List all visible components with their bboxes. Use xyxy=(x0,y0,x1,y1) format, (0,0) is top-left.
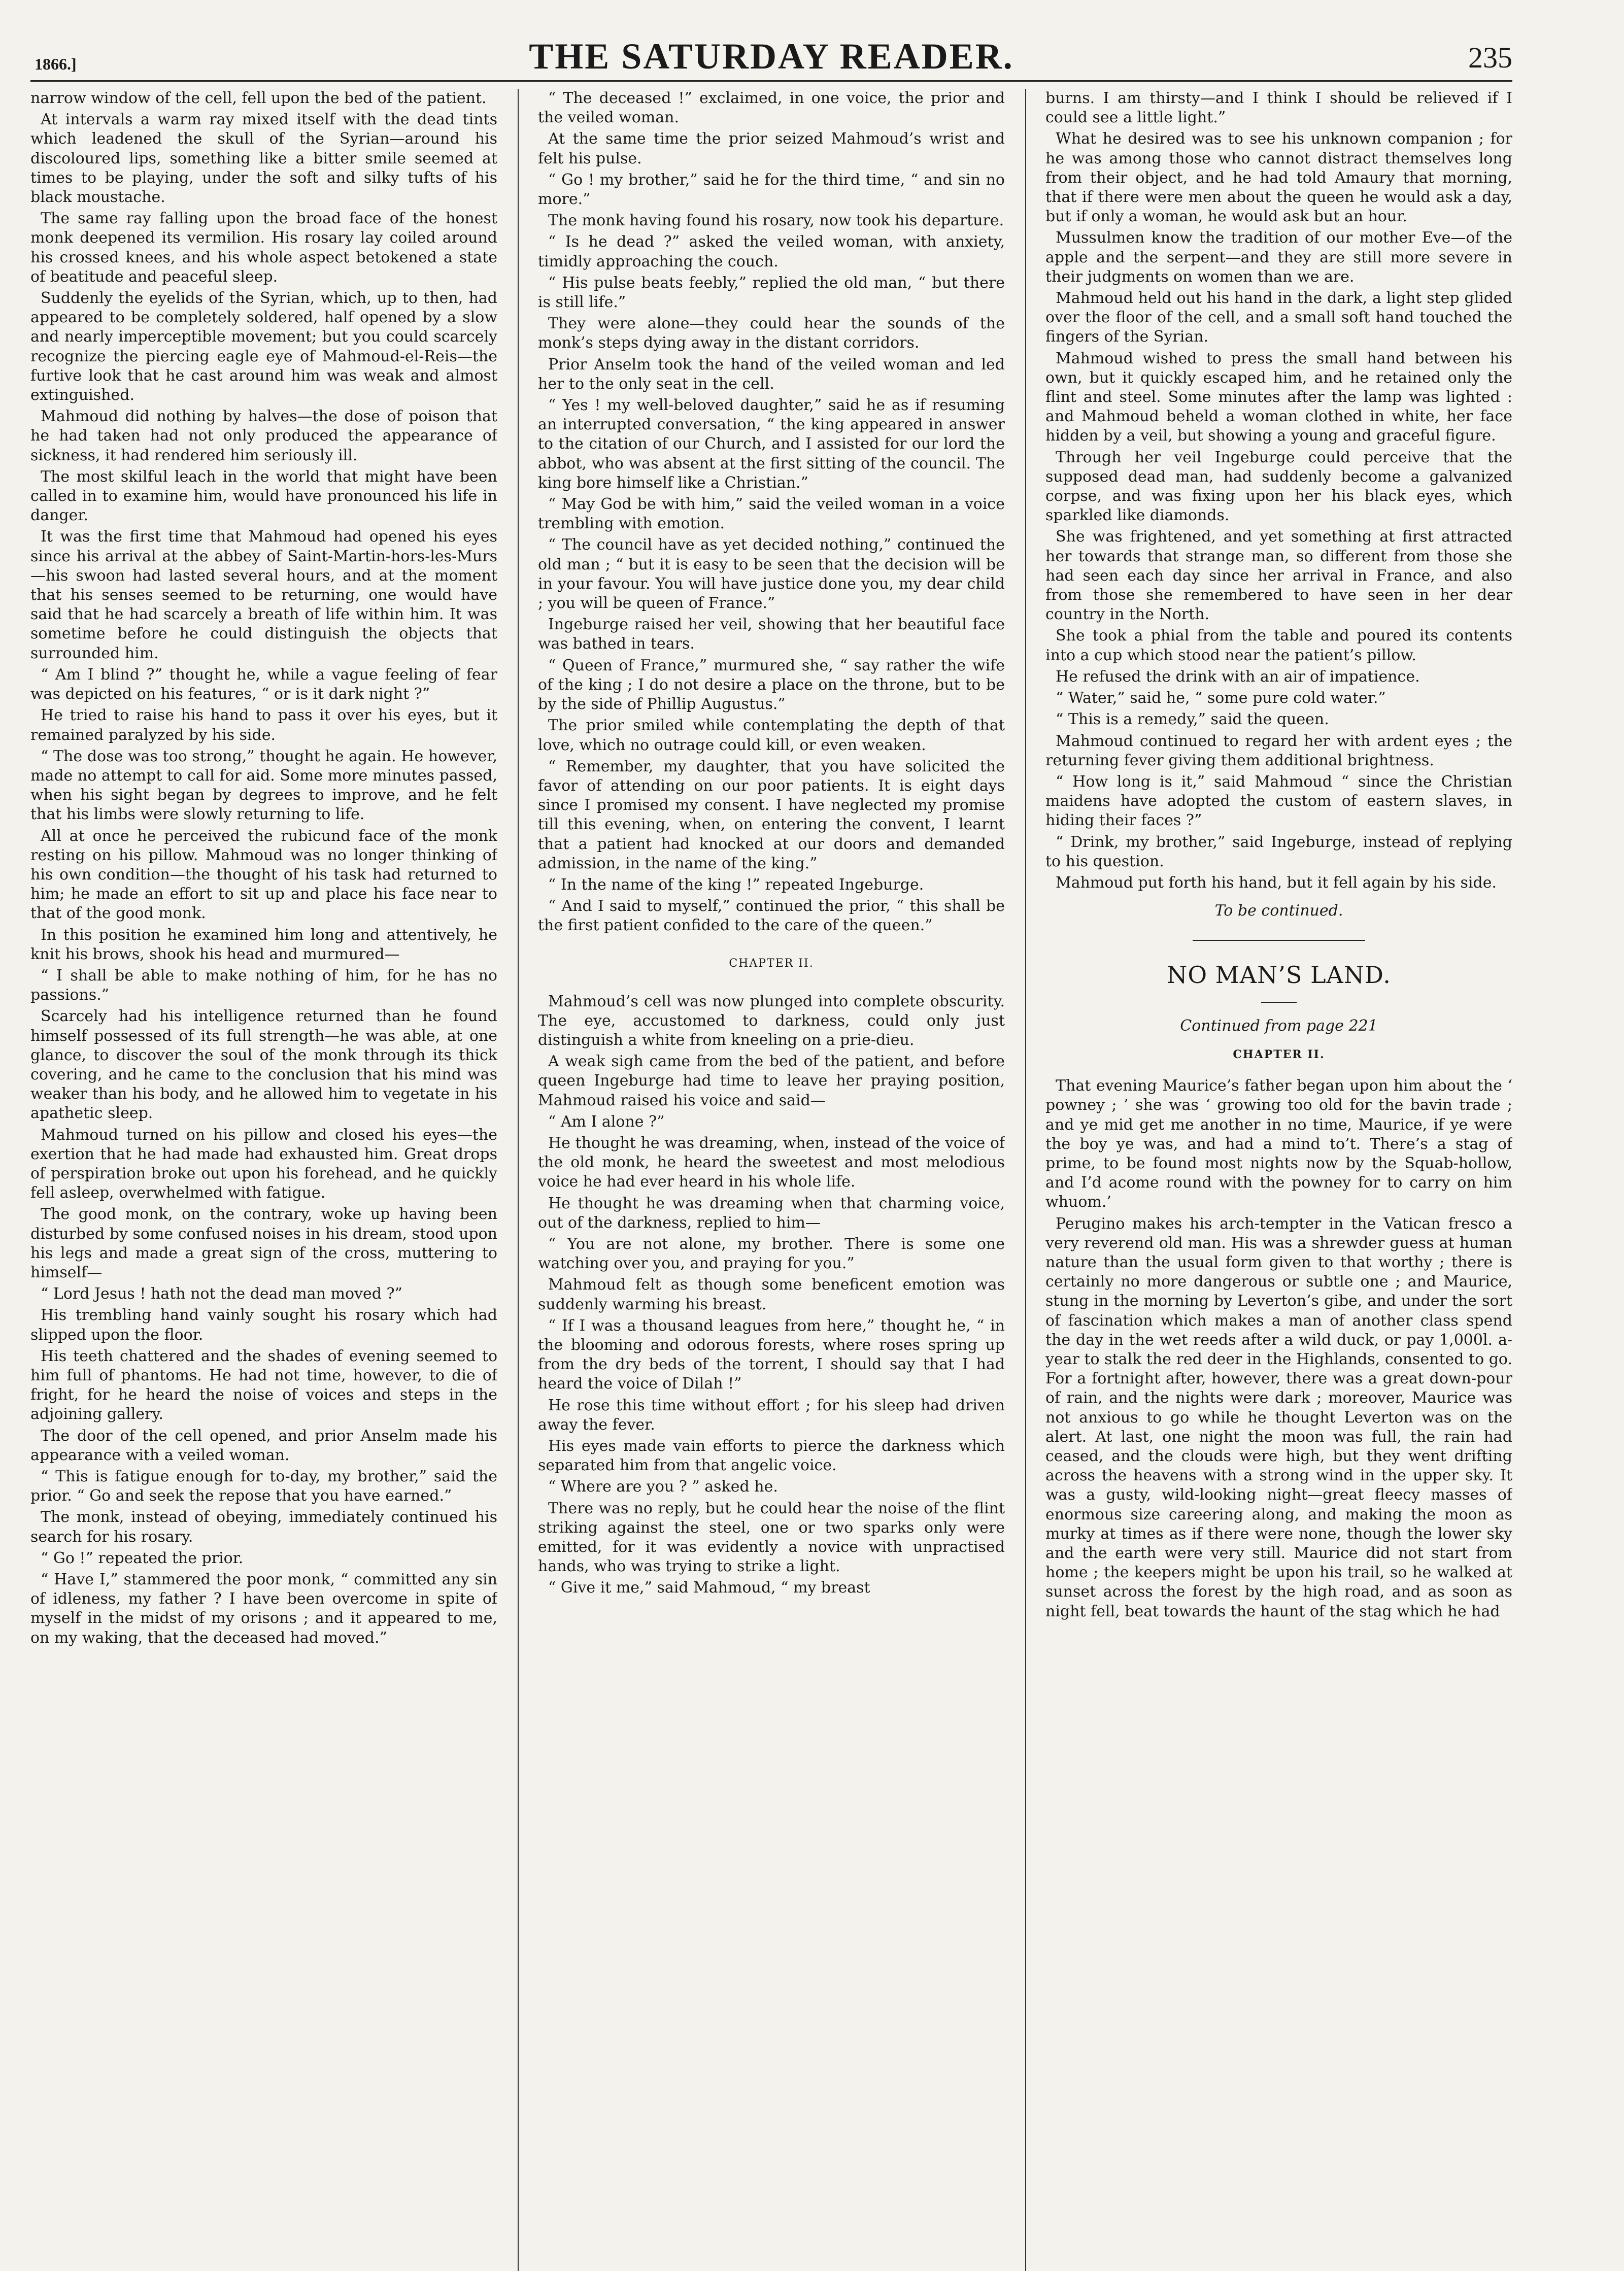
page-number: 235 xyxy=(1468,41,1512,74)
paragraph: The most skilful leach in the world that might have been called in to examine him, would have pronounced his life in danger. xyxy=(30,467,497,525)
paragraph: At intervals a warm ray mixed itself with the dead tints which leadened the skull of the Syrian—around his discoloured lips, something like a bitter smile seemed at times to be playing, under the soft and silky tufts of his black moustache. xyxy=(30,111,497,207)
paragraph: His teeth chattered and the shades of evening seemed to him full of phantoms. He had not time, however, to die of fright, for he heard the noise of voices and steps in the adjoining gallery. xyxy=(30,1347,497,1423)
paragraph: “ Queen of France,” murmured she, “ say rather the wife of the king ; I do not desire a place on the throne, but to be by the side of Phillip Augustus.” xyxy=(538,656,1005,714)
paragraph: At the same time the prior seized Mahmoud’s wrist and felt his pulse. xyxy=(538,130,1005,167)
paragraph: She took a phial from the table and poured its contents into a cup which stood near the patient’s pillow. xyxy=(1045,627,1512,664)
paragraph: “ Go !” repeated the prior. xyxy=(41,1549,244,1567)
paragraph: “ Where are you ? ” asked he. xyxy=(548,1478,778,1496)
paragraph: Mahmoud held out his hand in the dark, a light step glided over the floor of the cell, and a small soft hand touched the fingers of the Syrian. xyxy=(1045,289,1512,346)
paragraph: “ His pulse beats feebly,” replied the old man, “ but there is still life.” xyxy=(538,274,1005,312)
paragraph: “ Remember, my daughter, that you have solicited the favor of attending on our poor patients. It is eight days since I promised my consent. I have neglected my promise till this evening, when, on entering the convent, I learnt that a patient had knocked at our doors and demanded admission, in the name of the king.” xyxy=(538,757,1005,872)
paragraph: He refused the drink with an air of impatience. xyxy=(1056,667,1420,686)
column-1 xyxy=(30,89,497,2261)
masthead-rule xyxy=(30,80,1512,82)
paragraph: “ Give it me,” said Mahmoud, “ my breast xyxy=(548,1579,870,1597)
paragraph: Through her veil Ingeburge could perceive that the supposed dead man, had suddenly become a galvanized corpse, and was fixing upon her his black eyes, which sparkled like diamonds. xyxy=(1045,448,1512,525)
paragraph: Mahmoud turned on his pillow and closed his eyes—the exertion that he had made had exhausted him. Great drops of perspiration broke out upon his forehead, and he quickly fell asleep, overwhelmed with fatigue. xyxy=(30,1126,497,1202)
no-mans-land-text xyxy=(1045,1076,1512,1621)
paragraph: The monk having found his rosary, now took his departure. xyxy=(548,212,1004,230)
paragraph: Mahmoud did nothing by halves—the dose of poison that he had taken had not only produced the appearance of sickness, it had rendered him seriously ill. xyxy=(30,408,497,464)
paragraph: A weak sigh came from the bed of the patient, and before queen Ingeburge had time to leave her praying position, Mahmoud raised his voice and said— xyxy=(538,1053,1005,1109)
paragraph: Ingeburge raised her veil, showing that her beautiful face was bathed in tears. xyxy=(538,616,1005,653)
paragraph: Mussulmen know the tradition of our mother Eve—of the apple and the serpent—and they are still more severe in their judgments on women than we are. xyxy=(1045,229,1512,286)
story-continuation xyxy=(538,89,1005,936)
issue-date: 1866.] xyxy=(35,55,77,73)
paragraph: “ Lord Jesus ! hath not the dead man moved ?” xyxy=(41,1285,402,1303)
paragraph: The good monk, on the contrary, woke up having been disturbed by some confused noises in his dream, stood upon his legs and made a great sign of the cross, muttering to himself— xyxy=(30,1205,497,1281)
paragraph: “ The council have as yet decided nothing,” continued the old man ; “ but it is easy to be seen that the decision will be in your favour. You will have justice done you, my dear child ; you will be queen of France.” xyxy=(538,536,1005,613)
section-divider xyxy=(1193,940,1365,941)
paragraph: “ Go ! my brother,” said he for the third time, “ and sin no more.” xyxy=(538,171,1005,209)
paragraph: Mahmoud continued to regard her with ardent eyes ; the returning fever giving them additional brightness. xyxy=(1045,732,1512,769)
paragraph: The prior smiled while contemplating the depth of that love, which no outrage could kill, or even weaken. xyxy=(538,717,1005,754)
paragraph: He thought he was dreaming, when, instead of the voice of the old monk, he heard the sweetest and most melodious voice he had ever heard in his whole life. xyxy=(538,1134,1005,1191)
paragraph: That evening Maurice’s father began upon him about the ‘ powney ; ’ she was ‘ growing too old for the bavin trade ; and ye mid get me another in no time, Maurice, if ye were the boy ye was, and had a mind to’t. There’s a stag of prime, to be found most nights now by the Squab-hollow, and I’d acome round with the powney for to carry on him whuom.’ xyxy=(1045,1077,1512,1211)
paragraph: “ Am I blind ?” thought he, while a vague feeling of fear was depicted on his features, “ or is it dark night ?” xyxy=(30,665,497,703)
paragraph: “ This is fatigue enough for to-day, my brother,” said the prior. “ Go and seek the repose that you have earned.” xyxy=(30,1468,497,1505)
paragraph: Perugino makes his arch-tempter in the Vatican fresco a very reverend old man. His was a shrewder guess at human nature than the usual form given to that worthy ; there is certainly no more dangerous or subtle one ; and Maurice, stung in the morning by Leverton’s gibe, and under the sort of fascination which makes a man of another class spend the day in the wet reeds after a wild duck, or pay 1,000l. a-year to stalk the red deer in the Highlands, consented to go. For a fortnight after, however, there was a great down-pour of rain, and the nights were dark ; moreover, Maurice was not anxious to go while he thought Leverton was on the alert. At last, one night the moon was full, the rain had ceased, and the clouds were high, but they went drifting across the heavens with a strong wind in the upper sky. It was a gusty, wild-looking night—great fleecy masses of enormous size careering along, and making the moon as murky at times as if there were none, though the lower sky and the earth were very still. Maurice did not start from home ; the keepers might be upon his trail, so he walked at sunset across the forest by the high road, and as soon as night fell, beat towards the haunt of the stag which he had xyxy=(1045,1214,1512,1620)
paragraph: Mahmoud put forth his hand, but it fell again by his side. xyxy=(1056,873,1497,892)
paragraph: He tried to raise his hand to pass it over his eyes, but it remained paralyzed by his side. xyxy=(30,706,497,744)
paragraph: Suddenly the eyelids of the Syrian, which, up to then, had appeared to be completely soldered, half opened by a slow and nearly imperceptible movement; but you could scarcely recognize the piercing eagle eye of Mahmoud-el-Reis—the furtive look that he cast around him was weak and almost extinguished. xyxy=(30,289,497,404)
paragraph: The monk, instead of obeying, immediately continued his search for his rosary. xyxy=(30,1508,497,1546)
paragraph: The same ray falling upon the broad face of the honest monk deepened its vermilion. His rosary lay coiled around his crossed knees, and his whole aspect betokened a state of beatitude and peaceful sleep. xyxy=(30,210,497,286)
story-ending xyxy=(1045,89,1512,893)
paragraph: “ Yes ! my well-beloved daughter,” said he as if resuming an interrupted conversation, “ the king appeared in answer to the citation of our Church, and I assisted for our lord the abbot, who was absent at the first sitting of the council. The king bore himself like a Christian.” xyxy=(538,396,1005,492)
section-title: NO MAN’S LAND. xyxy=(1167,961,1391,989)
to-be-continued: To be continued. xyxy=(1214,902,1343,920)
paragraph: “ In the name of the king !” repeated Ingeburge. xyxy=(548,875,924,894)
paragraph: All at once he perceived the rubicund face of the monk resting on his pillow. Mahmoud was no longer thinking of his own condition—the thought of his task had returned to him; he made an effort to sit up and place his face near to that of the good monk. xyxy=(30,827,497,923)
paragraph: narrow window of the cell, fell upon the bed of the patient. xyxy=(30,89,487,107)
column-divider xyxy=(518,89,519,2271)
continued-from: Continued from page 221 xyxy=(1180,1017,1378,1035)
chapter-heading: CHAPTER II. xyxy=(729,957,814,970)
paragraph: She was frightened, and yet something at first attracted her towards that strange man, so different from those she had seen each day since her arrival in France, and also from those she remembered to have seen in her dear country in the North. xyxy=(1045,528,1512,624)
paragraph: Scarcely had his intelligence returned than he found himself possessed of its full strength—he was able, at one glance, to discover the soul of the monk through its thick covering, and he came to the conclusion that his mind was weaker than his body, and he allowed him to vegetate in his apathetic sleep. xyxy=(30,1007,497,1123)
paragraph: “ And I said to myself,” continued the prior, “ this shall be the first patient confided to the care of the queen.” xyxy=(538,897,1005,935)
chapter-two-text xyxy=(538,992,1005,1598)
paragraph: burns. I am thirsty—and I think I should be relieved if I could see a little light.” xyxy=(1045,89,1512,127)
paragraph: He rose this time without effort ; for his sleep had driven away the fever. xyxy=(538,1396,1005,1434)
paragraph: His trembling hand vainly sought his rosary which had slipped upon the floor. xyxy=(30,1306,497,1344)
paragraph: It was the first time that Mahmoud had opened his eyes since his arrival at the abbey of Saint-Martin-hors-les-Murs—his swoon had lasted several hours, and at the moment that his senses seemed to be returning, one would have said that he had scarcely a breath of life within him. It was sometime before he could distinguish the objects that surrounded him. xyxy=(30,528,497,662)
paragraph: “ Am I alone ?” xyxy=(548,1112,665,1131)
paragraph: “ This is a remedy,” said the queen. xyxy=(1056,710,1329,729)
masthead xyxy=(30,25,1512,81)
paragraph: “ Water,” said he, “ some pure cold water.” xyxy=(1056,689,1386,707)
paragraph: The door of the cell opened, and prior Anselm made his appearance with a veiled woman. xyxy=(30,1427,497,1464)
paragraph: He thought he was dreaming when that charming voice, out of the darkness, replied to him— xyxy=(538,1194,1005,1232)
paragraph: “ The deceased !” exclaimed, in one voice, the prior and the veiled woman. xyxy=(538,89,1005,127)
column-divider xyxy=(1025,89,1026,2271)
paragraph: “ May God be with him,” said the veiled woman in a voice trembling with emotion. xyxy=(538,495,1005,533)
paragraph: “ You are not alone, my brother. There is some one watching over you, and praying for you.” xyxy=(538,1235,1005,1273)
paragraph: “ I shall be able to make nothing of him, for he has no passions.” xyxy=(30,966,497,1004)
title-rule xyxy=(1261,1002,1297,1003)
paragraph: “ Is he dead ?” asked the veiled woman, with anxiety, timidly approaching the couch. xyxy=(538,233,1005,270)
paragraph: “ Drink, my brother,” said Ingeburge, instead of replying to his question. xyxy=(1045,833,1512,870)
paragraph: Mahmoud’s cell was now plunged into complete obscurity. The eye, accustomed to darkness, could only just distinguish a white from kneeling on a prie-dieu. xyxy=(538,992,1005,1049)
paragraph: Prior Anselm took the hand of the veiled woman and led her to the only seat in the cell. xyxy=(538,355,1005,393)
paragraph: In this position he examined him long and attentively, he knit his brows, shook his head and murmured— xyxy=(30,926,497,963)
paragraph: “ If I was a thousand leagues from here,” thought he, “ in the blooming and odorous forests, where roses spring up from the dry beds of the torrent, I should say that I had heard the voice of Dilah !” xyxy=(538,1316,1005,1393)
paragraph: “ How long is it,” said Mahmoud “ since the Christian maidens have adopted the custom of eastern slaves, in hiding their faces ?” xyxy=(1045,772,1512,830)
column-2 xyxy=(538,89,1005,2261)
paragraph: Mahmoud felt as though some beneficent emotion was suddenly warming his breast. xyxy=(538,1276,1005,1313)
newspaper-page xyxy=(30,25,1512,2258)
paragraph: “ Have I,” stammered the poor monk, “ committed any sin of idleness, my father ? I have been overcome in spite of myself in the midst of my orisons ; and it appeared to me, on my waking, that the deceased had moved.” xyxy=(30,1571,497,1647)
paragraph: “ The dose was too strong,” thought he again. He however, made no attempt to call for aid. Some more minutes passed, when his sight began by degrees to improve, and he felt that his limbs were slowly returning to life. xyxy=(30,747,497,824)
chapter-heading-2: CHAPTER II. xyxy=(1233,1048,1325,1062)
paragraph: What he desired was to see his unknown companion ; for he was among those who cannot distract themselves long from their object, and he had told Amaury that morning, that if there were men about the queen he would ask a day, but if only a woman, he would ask but an hour. xyxy=(1045,130,1512,226)
paragraph: Mahmoud wished to press the small hand between his own, but it quickly escaped him, and he retained only the flint and steel. Some minutes after the lamp was lighted : and Mahmoud beheld a woman clothed in white, her face hidden by a veil, but showing a young and graceful figure. xyxy=(1045,349,1512,445)
paragraph: There was no reply, but he could hear the noise of the flint striking against the steel, one or two sparks only were emitted, for it was evidently a novice with unpractised hands, who was trying to strike a light. xyxy=(538,1499,1005,1576)
column-3 xyxy=(1045,89,1512,2261)
paragraph: His eyes made vain efforts to pierce the darkness which separated him from that angelic voice. xyxy=(538,1437,1005,1475)
paragraph: They were alone—they could hear the sounds of the monk’s steps dying away in the distant corridors. xyxy=(538,315,1005,352)
newspaper-title: THE SATURDAY READER. xyxy=(529,36,1014,77)
